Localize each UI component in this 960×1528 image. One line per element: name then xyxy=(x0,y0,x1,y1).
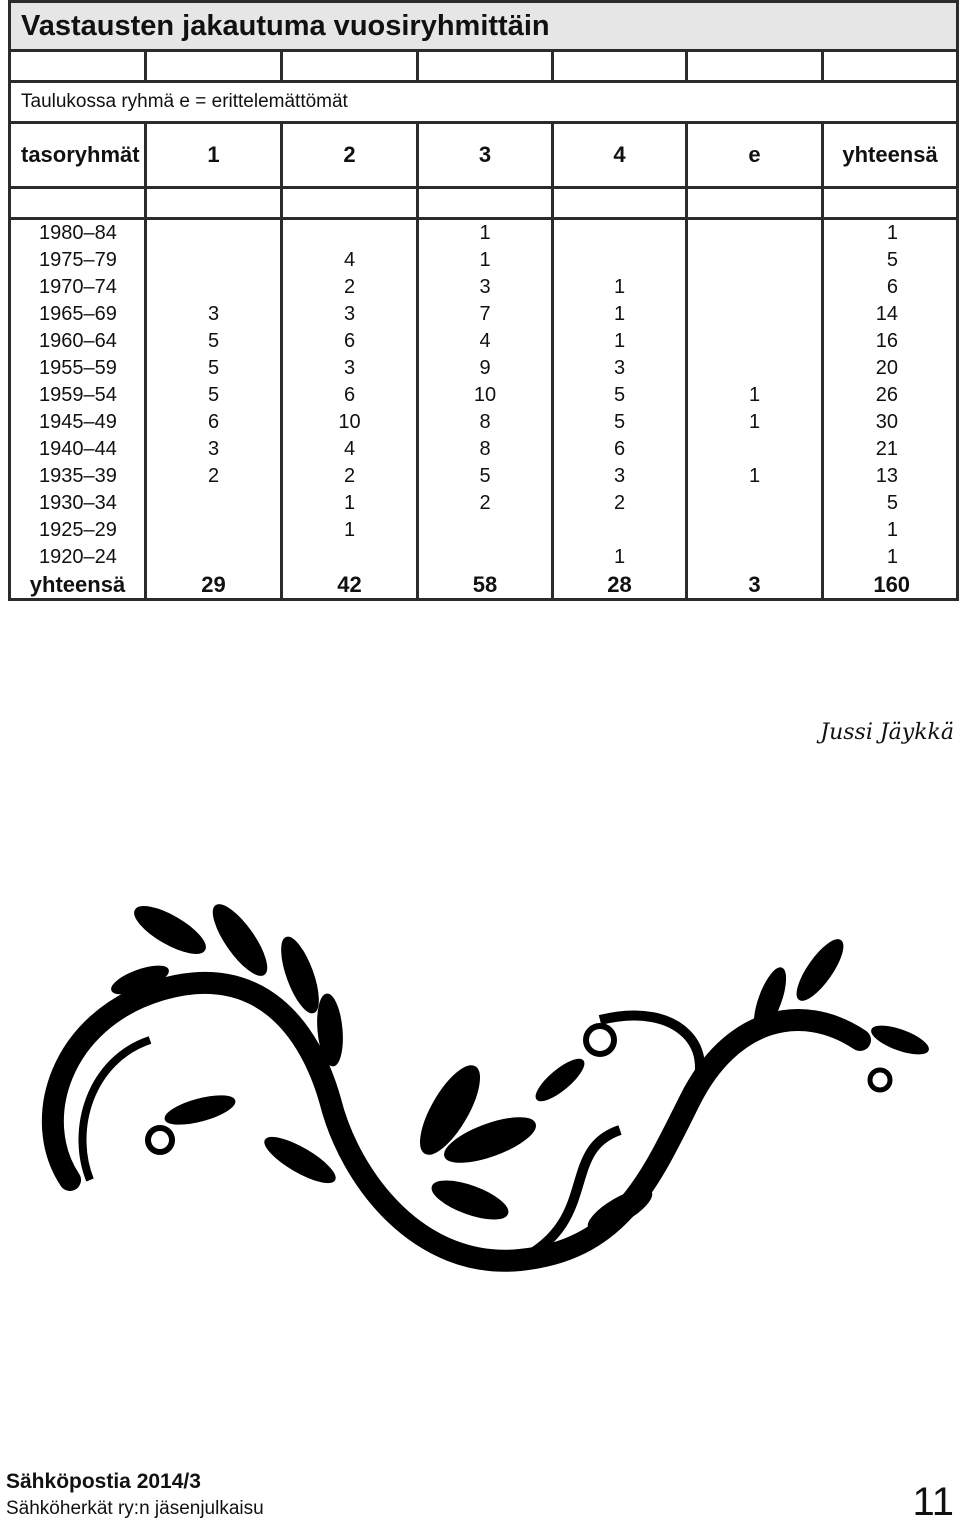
table-cell: 3 xyxy=(146,301,282,328)
table-cell: 4 xyxy=(282,247,418,274)
table-cell: 8 xyxy=(418,409,553,436)
table-cell: 1 xyxy=(823,517,958,544)
table-cell: 3 xyxy=(146,436,282,463)
table-cell xyxy=(146,219,282,248)
total-cell: 58 xyxy=(418,571,553,600)
table-cell: 1980–84 xyxy=(10,219,146,248)
table-cell: 1 xyxy=(553,328,687,355)
table-row xyxy=(10,544,958,571)
table-cell xyxy=(146,517,282,544)
header-cell: 2 xyxy=(282,123,418,188)
table-cell: 1930–34 xyxy=(10,490,146,517)
header-cell: 3 xyxy=(418,123,553,188)
table-cell xyxy=(146,544,282,571)
table-cell: 3 xyxy=(553,355,687,382)
table-cell: 1 xyxy=(823,544,958,571)
table-cell: 1 xyxy=(282,517,418,544)
table-cell xyxy=(282,544,418,571)
table-cell xyxy=(146,247,282,274)
total-row xyxy=(10,571,958,600)
table-cell: 1 xyxy=(687,382,823,409)
table-cell xyxy=(418,544,553,571)
table-cell: 1 xyxy=(553,301,687,328)
table-cell: 21 xyxy=(823,436,958,463)
table-cell: 6 xyxy=(553,436,687,463)
table-cell xyxy=(146,490,282,517)
table-cell: 20 xyxy=(823,355,958,382)
table-cell: 7 xyxy=(418,301,553,328)
table-cell: 16 xyxy=(823,328,958,355)
table-title: Vastausten jakautuma vuosiryhmittäin xyxy=(10,2,958,51)
table-cell: 1 xyxy=(418,247,553,274)
table-row xyxy=(10,517,958,544)
table-row xyxy=(10,219,958,248)
table-cell: 5 xyxy=(146,355,282,382)
table-cell xyxy=(687,517,823,544)
table-cell: 1935–39 xyxy=(10,463,146,490)
table-cell: 1959–54 xyxy=(10,382,146,409)
header-cell: e xyxy=(687,123,823,188)
table-cell: 26 xyxy=(823,382,958,409)
table-cell: 1940–44 xyxy=(10,436,146,463)
table-cell: 2 xyxy=(282,274,418,301)
table-cell: 2 xyxy=(282,463,418,490)
table-row xyxy=(10,409,958,436)
table-cell xyxy=(687,274,823,301)
table-cell: 4 xyxy=(282,436,418,463)
header-cell: yhteensä xyxy=(823,123,958,188)
table-cell: 3 xyxy=(418,274,553,301)
table-cell: 6 xyxy=(282,328,418,355)
author-signature: Jussi Jäykkä xyxy=(820,720,954,745)
table-cell: 1 xyxy=(823,219,958,248)
table-cell: 1 xyxy=(282,490,418,517)
table-cell xyxy=(553,219,687,248)
table-cell: 1 xyxy=(553,544,687,571)
table-cell xyxy=(282,219,418,248)
table-cell: 5 xyxy=(823,247,958,274)
table-row xyxy=(10,490,958,517)
header-cell: tasoryhmät xyxy=(10,123,146,188)
table-cell: 2 xyxy=(146,463,282,490)
table-row xyxy=(10,463,958,490)
table-cell xyxy=(553,517,687,544)
total-cell: 42 xyxy=(282,571,418,600)
table-cell: 3 xyxy=(282,355,418,382)
table-cell xyxy=(687,301,823,328)
table-cell: 6 xyxy=(146,409,282,436)
table-cell: 5 xyxy=(823,490,958,517)
table-cell xyxy=(687,328,823,355)
table-cell: 2 xyxy=(418,490,553,517)
table-cell xyxy=(553,247,687,274)
table-cell: 5 xyxy=(553,409,687,436)
table-row xyxy=(10,436,958,463)
spacer-row xyxy=(10,51,958,82)
table-cell: 14 xyxy=(823,301,958,328)
table-cell: 1925–29 xyxy=(10,517,146,544)
table-cell: 1955–59 xyxy=(10,355,146,382)
table-caption: Taulukossa ryhmä e = erittelemättömät xyxy=(10,82,958,123)
table-row xyxy=(10,247,958,274)
table-cell: 4 xyxy=(418,328,553,355)
table-cell xyxy=(687,219,823,248)
table-cell xyxy=(418,517,553,544)
table-cell xyxy=(687,490,823,517)
header-cell: 4 xyxy=(553,123,687,188)
table-cell: 5 xyxy=(146,328,282,355)
table-cell: 1970–74 xyxy=(10,274,146,301)
floral-ornament xyxy=(0,880,960,1300)
table-cell: 6 xyxy=(823,274,958,301)
table-cell: 6 xyxy=(282,382,418,409)
total-cell: 3 xyxy=(687,571,823,600)
table-row xyxy=(10,328,958,355)
table-cell: 1 xyxy=(418,219,553,248)
table-cell: 1 xyxy=(687,409,823,436)
table-cell: 9 xyxy=(418,355,553,382)
header-cell: 1 xyxy=(146,123,282,188)
table-cell xyxy=(687,355,823,382)
table-row xyxy=(10,274,958,301)
table-cell: 1945–49 xyxy=(10,409,146,436)
table-row xyxy=(10,382,958,409)
page-number: 11 xyxy=(912,1480,954,1524)
table-cell: 1 xyxy=(553,274,687,301)
table-cell: 10 xyxy=(282,409,418,436)
table-cell xyxy=(687,436,823,463)
total-cell: 160 xyxy=(823,571,958,600)
total-cell: 28 xyxy=(553,571,687,600)
table-cell: 1965–69 xyxy=(10,301,146,328)
table-cell xyxy=(687,247,823,274)
table-cell: 13 xyxy=(823,463,958,490)
table-cell: 1960–64 xyxy=(10,328,146,355)
table-cell: 5 xyxy=(146,382,282,409)
table-row xyxy=(10,355,958,382)
spacer-row xyxy=(10,188,958,219)
table-cell: 30 xyxy=(823,409,958,436)
table-cell: 5 xyxy=(553,382,687,409)
table-cell: 8 xyxy=(418,436,553,463)
table-cell xyxy=(146,274,282,301)
table-row xyxy=(10,301,958,328)
total-cell: yhteensä xyxy=(10,571,146,600)
table-cell: 5 xyxy=(418,463,553,490)
total-cell: 29 xyxy=(146,571,282,600)
table-cell: 1975–79 xyxy=(10,247,146,274)
publisher-line: Sähköherkät ry:n jäsenjulkaisu xyxy=(6,1498,264,1519)
publication-title: Sähköpostia 2014/3 xyxy=(6,1470,201,1493)
table-cell xyxy=(687,544,823,571)
table-cell: 3 xyxy=(282,301,418,328)
header-row xyxy=(10,123,958,188)
distribution-table xyxy=(8,0,959,601)
table-cell: 2 xyxy=(553,490,687,517)
table-cell: 1 xyxy=(687,463,823,490)
table-cell: 3 xyxy=(553,463,687,490)
table-cell: 10 xyxy=(418,382,553,409)
table-cell: 1920–24 xyxy=(10,544,146,571)
